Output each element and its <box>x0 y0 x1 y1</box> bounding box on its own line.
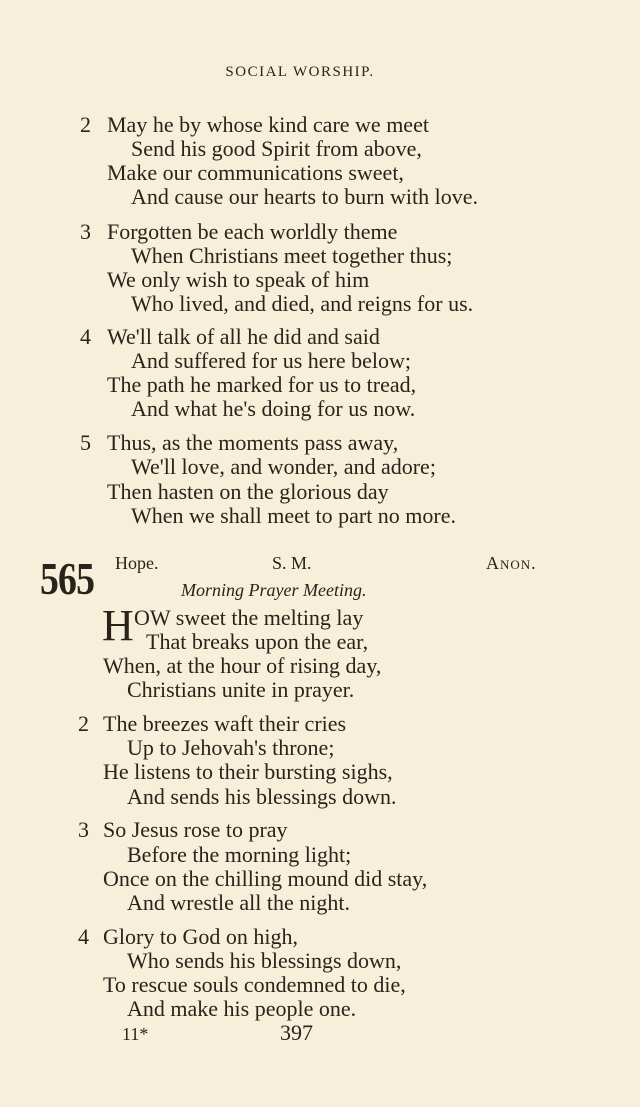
verse-line: That breaks upon the ear, <box>146 629 369 654</box>
verse-line: Christians unite in prayer. <box>127 677 355 702</box>
stanza-number: 3 <box>80 219 91 244</box>
verse-line: He listens to their bursting sighs, <box>103 759 393 784</box>
verse-line: So Jesus rose to pray <box>103 817 288 842</box>
verse-line: And wrestle all the night. <box>127 890 351 915</box>
verse-line: We'll love, and wonder, and adore; <box>131 454 436 479</box>
verse-line: May he by whose kind care we meet <box>107 112 429 137</box>
verse-line: Then hasten on the glorious day <box>107 479 389 504</box>
verse-line: And what he's doing for us now. <box>131 396 416 421</box>
author: Anon. <box>486 553 537 573</box>
signature-mark: 11* <box>122 1024 149 1044</box>
verse-line: When, at the hour of rising day, <box>103 653 382 678</box>
drop-cap: H <box>102 601 134 650</box>
stanza-number: 5 <box>80 430 91 455</box>
verse-line: And cause our hearts to burn with love. <box>131 184 479 209</box>
verse-line: Forgotten be each worldly theme <box>107 219 398 244</box>
verse-line: And suffered for us here below; <box>131 348 412 373</box>
stanza-number: 3 <box>78 817 89 842</box>
stanza-number: 4 <box>78 924 89 949</box>
verse-line: Glory to God on high, <box>103 924 298 949</box>
verse-line: Thus, as the moments pass away, <box>107 430 399 455</box>
page-number: 397 <box>280 1020 313 1045</box>
verse-line: Who lived, and died, and reigns for us. <box>131 291 474 316</box>
verse-line: Before the morning light; <box>127 842 352 867</box>
verse-line: OW sweet the melting lay <box>134 605 364 630</box>
verse-line: To rescue souls condemned to die, <box>103 972 406 997</box>
stanza-number: 2 <box>78 711 89 736</box>
verse-line: Once on the chilling mound did stay, <box>103 866 428 891</box>
verse-line: We only wish to speak of him <box>107 267 370 292</box>
verse-line: Up to Jehovah's throne; <box>127 735 335 760</box>
meter: S. M. <box>272 553 312 573</box>
verse-line: The breezes waft their cries <box>103 711 347 736</box>
hymn-subtitle: Morning Prayer Meeting. <box>181 580 367 600</box>
verse-line: When Christians meet together thus; <box>131 243 453 268</box>
hymn-number: 565 <box>40 553 95 604</box>
verse-line: Who sends his blessings down, <box>127 948 402 973</box>
verse-line: Make our communications sweet, <box>107 160 404 185</box>
verse-line: We'll talk of all he did and said <box>107 324 380 349</box>
tune-name: Hope. <box>115 553 159 573</box>
verse-line: When we shall meet to part no more. <box>131 503 457 528</box>
stanza-number: 4 <box>80 324 91 349</box>
running-head: SOCIAL WORSHIP. <box>225 64 375 80</box>
verse-line: And make his people one. <box>127 996 357 1021</box>
verse-line: Send his good Spirit from above, <box>131 136 422 161</box>
verse-line: And sends his blessings down. <box>127 784 397 809</box>
stanza-number: 2 <box>80 112 91 137</box>
verse-line: The path he marked for us to tread, <box>107 372 417 397</box>
